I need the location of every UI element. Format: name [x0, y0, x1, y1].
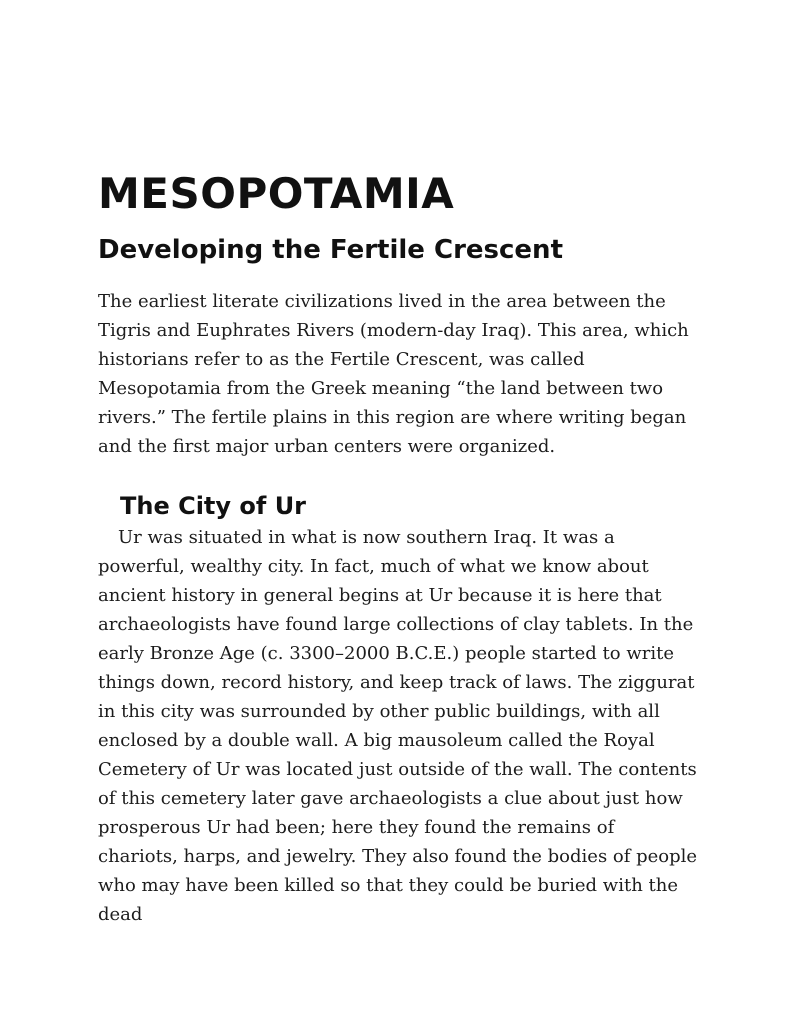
page-title: MESOPOTAMIA: [98, 169, 455, 218]
page-subtitle: Developing the Fertile Crescent: [98, 235, 563, 266]
section-heading-city-of-ur: The City of Ur: [120, 492, 307, 521]
intro-paragraph: The earliest literate civilizations lived in the area between the Tigris and Euphrates Rivers (modern-day Iraq). This area, which historians refer to as the Fertile Crescent, was called Mesopotamia from the Greek meaning “the land between two rivers.” The fertile plains in this region are where writing began and the first major urban centers were organized.: [98, 291, 689, 458]
section-paragraph-city-of-ur: Ur was situated in what is now southern Iraq. It was a powerful, wealthy city. In fact, much of what we know about ancient history in general begins at Ur because it is here that archaeologists have found large collections of clay tablets. In the early Bronze Age (c. 3300–2000 B.C.E.) people started to write things down, record history, and keep track of laws. The ziggurat in this city was surrounded by other public buildings, with all enclosed by a double wall. A big mausoleum called the Royal Cemetery of Ur was located just outside of the wall. The contents of this cemetery later gave archaeologists a clue about just how prosperous Ur had been; here they found the remains of chariots, harps, and jewelry. They also found the bodies of people who may have been killed so that they could be buried with the dead: [98, 527, 698, 926]
